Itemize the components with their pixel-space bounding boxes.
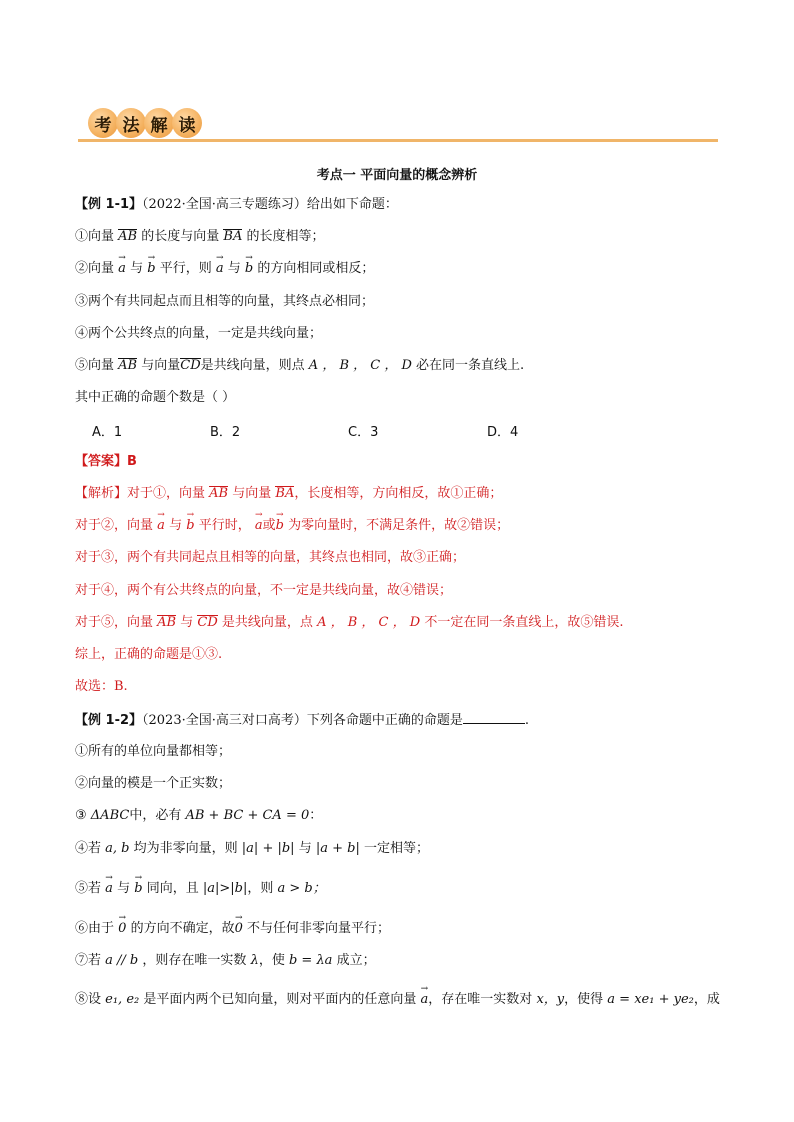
solution-summary: 综上，正确的命题是①③.	[75, 647, 223, 662]
proposition-2: ②向量 → a 与 → b 平行，则 → a 与 → b 的方向相同或相反；	[75, 260, 374, 278]
solution-choice: 故选：B.	[75, 679, 128, 694]
solution-5: 对于⑤，向量 AB 与 CD 是共线向量，点 A ， B ， C ， D 不一定在同一条直线上，故⑤错误.	[75, 615, 624, 630]
banner-badges	[88, 108, 200, 138]
proposition-4: ④两个公共终点的向量，一定是共线向量；	[75, 326, 323, 341]
choice-a: A．1	[92, 425, 123, 440]
banner-rule	[78, 139, 718, 142]
banner-char: 读	[172, 108, 202, 138]
choice-c: C．3	[348, 425, 379, 440]
banner-char: 考	[88, 108, 118, 138]
solution-3: 对于③，两个有共同起点且相等的向量，其终点也相同，故③正确；	[75, 550, 466, 565]
choice-d: D．4	[487, 425, 519, 440]
statement-3: ③ ΔABC中，必有 AB + BC + CA = 0：	[75, 808, 323, 823]
section-title: 考点一 平面向量的概念辨析	[316, 168, 478, 183]
example-1-2-header: 【例 1-2】（2023·全国·高三对口高考）下列各命题中正确的命题是 .	[75, 713, 530, 728]
proposition-3: ③两个有共同起点而且相等的向量，其终点必相同；	[75, 294, 375, 309]
choice-b: B．2	[210, 425, 241, 440]
statement-1: ①所有的单位向量都相等；	[75, 744, 232, 759]
banner-char: 解	[144, 108, 174, 138]
answer-blank	[463, 711, 525, 724]
solution-1: 【解析】对于①，向量 AB 与向量 BA，长度相等，方向相反，故①正确；	[75, 486, 503, 501]
question-text: 其中正确的命题个数是（ ）	[75, 390, 236, 405]
statement-5: ⑤若 → a 与 → b 同向，且 |a|>|b|，则 a > b；	[75, 880, 326, 898]
statement-2: ②向量的模是一个正实数；	[75, 776, 232, 791]
statement-8: ⑧设 e₁, e₂ 是平面内两个已知向量，则对平面内的任意向量 → a，存在唯一实数对 x，y，使得 a = xe₁ + ye₂，成	[75, 991, 720, 1009]
statement-4: ④若 a, b 均为非零向量，则 |a| + |b| 与 |a + b| 一定相等；	[75, 841, 429, 856]
section-banner	[78, 108, 718, 148]
solution-2: 对于②，向量 → a 与 → b 平行时， → a或→ b 为零向量时，不满足条件，故②错误；	[75, 517, 509, 535]
proposition-5: ⑤向量 AB 与向量CD是共线向量，则点 A ， B ， C ， D 必在同一条直线上.	[75, 358, 525, 373]
example-1-1-header: 【例 1-1】（2022·全国·高三专题练习）给出如下命题：	[75, 197, 398, 212]
proposition-1: ①向量 AB 的长度与向量 BA 的长度相等；	[75, 229, 325, 244]
banner-char: 法	[116, 108, 146, 138]
statement-7: ⑦若 a // b ，则存在唯一实数 λ，使 b = λa 成立；	[75, 953, 376, 968]
statement-6: ⑥由于 → 0 的方向不确定，故→ 0 不与任何非零向量平行；	[75, 920, 390, 938]
answer: 【答案】B	[75, 454, 137, 469]
solution-4: 对于④，两个有公共终点的向量，不一定是共线向量，故④错误；	[75, 583, 453, 598]
